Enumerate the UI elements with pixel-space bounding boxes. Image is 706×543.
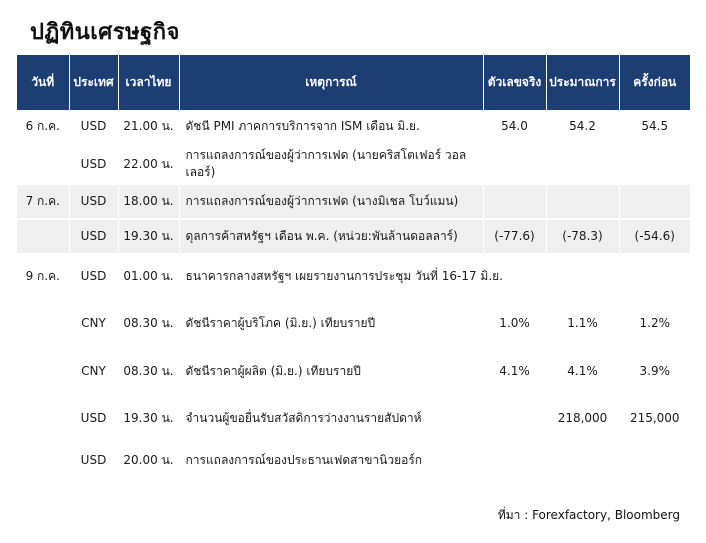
table-row — [17, 185, 690, 219]
cell-forecast — [546, 185, 619, 219]
cell-forecast: 218,000 — [546, 395, 619, 441]
cell-country: USD — [69, 395, 118, 441]
header-forecast: ประมาณการ — [546, 55, 619, 110]
table-row — [17, 110, 690, 143]
cell-date: 9 ก.ค. — [17, 253, 69, 299]
cell-event: ดัชนี PMI ภาคการบริการจาก ISM เดือน มิ.ย. — [179, 110, 483, 143]
table-row — [17, 253, 690, 299]
cell-date — [17, 441, 69, 479]
cell-previous: 215,000 — [629, 410, 680, 425]
cell-time: 08.30 น. — [118, 299, 179, 347]
table-header-row — [17, 55, 690, 110]
header-date: วันที่ — [17, 55, 69, 110]
page-title: ปฏิทินเศรษฐกิจ — [30, 20, 180, 45]
cell-country: CNY — [69, 299, 118, 347]
cell-country: USD — [69, 441, 118, 479]
cell-date — [17, 395, 69, 441]
header-previous: ครั้งก่อน — [619, 55, 690, 110]
cell-time: 22.00 น. — [118, 143, 179, 185]
cell-actual: 4.1% — [483, 347, 546, 395]
economic-calendar-table — [17, 55, 690, 479]
cell-date — [17, 347, 69, 395]
cell-time: 19.30 น. — [118, 219, 179, 253]
cell-actual: 1.0% — [483, 299, 546, 347]
cell-event: ดุลการค้าสหรัฐฯ เดือน พ.ค. (หน่วย:พันล้านดอลลาร์) — [179, 219, 483, 253]
cell-time: 01.00 น. — [118, 253, 179, 299]
cell-actual: 54.0 — [483, 110, 546, 143]
cell-date — [17, 219, 69, 253]
cell-previous: 1.2% — [639, 315, 670, 330]
cell-event: ดัชนีราคาผู้บริโภค (มิ.ย.) เทียบรายปี — [179, 299, 483, 347]
cell-actual — [483, 143, 546, 185]
cell-country: USD — [69, 110, 118, 143]
header-event: เหตุการณ์ — [179, 55, 483, 110]
cell-previous — [619, 185, 690, 219]
header-country: ประเทศ — [69, 55, 118, 110]
cell-date — [17, 299, 69, 347]
cell-event: ดัชนีราคาผู้ผลิต (มิ.ย.) เทียบรายปี — [179, 347, 483, 395]
table-row — [17, 219, 690, 253]
cell-time: 21.00 น. — [118, 110, 179, 143]
cell-date: 7 ก.ค. — [17, 185, 69, 219]
cell-time: 20.00 น. — [118, 441, 179, 479]
cell-event: การแถลงการณ์ของผู้ว่าการเฟด (นายคริสโตเฟอร์ วอล เลอร์) — [179, 143, 483, 185]
cell-country: USD — [69, 185, 118, 219]
table-row — [17, 347, 690, 395]
table-row — [17, 143, 690, 185]
cell-actual: (-77.6) — [483, 219, 546, 253]
cell-time: 18.00 น. — [118, 185, 179, 219]
cell-previous — [619, 143, 690, 185]
cell-previous: 3.9% — [639, 363, 670, 378]
table-row — [17, 299, 690, 347]
cell-country: USD — [69, 253, 118, 299]
header-time: เวลาไทย — [118, 55, 179, 110]
table-row — [17, 441, 690, 479]
cell-date: 6 ก.ค. — [17, 110, 69, 143]
cell-forecast: 1.1% — [546, 299, 619, 347]
cell-forecast — [546, 143, 619, 185]
cell-country: USD — [69, 143, 118, 185]
cell-event: จำนวนผู้ขอยื่นรับสวัสดิการว่างงานรายสัปดาห์ — [179, 395, 483, 441]
cell-event: การแถลงการณ์ของประธานเฟดสาขานิวยอร์ก — [179, 441, 483, 479]
cell-date — [17, 143, 69, 185]
cell-event: ธนาคารกลางสหรัฐฯ เผยรายงานการประชุม วันที่ 16-17 มิ.ย. — [185, 268, 503, 283]
source-note: ที่มา : Forexfactory, Bloomberg — [497, 508, 680, 522]
cell-previous: (-54.6) — [619, 219, 690, 253]
cell-country: CNY — [69, 347, 118, 395]
table-row — [17, 395, 690, 441]
cell-forecast — [546, 441, 619, 479]
cell-time: 19.30 น. — [118, 395, 179, 441]
cell-time: 08.30 น. — [118, 347, 179, 395]
cell-forecast: 54.2 — [546, 110, 619, 143]
cell-previous — [619, 441, 690, 479]
header-actual: ตัวเลขจริง — [483, 55, 546, 110]
cell-actual — [483, 395, 546, 441]
cell-event: การแถลงการณ์ของผู้ว่าการเฟด (นางมิเชล โบว์แมน) — [179, 185, 483, 219]
cell-previous: 54.5 — [641, 119, 669, 133]
cell-country: USD — [69, 219, 118, 253]
cell-forecast: (-78.3) — [546, 219, 619, 253]
cell-actual — [483, 185, 546, 219]
cell-forecast: 4.1% — [546, 347, 619, 395]
cell-actual — [483, 441, 546, 479]
